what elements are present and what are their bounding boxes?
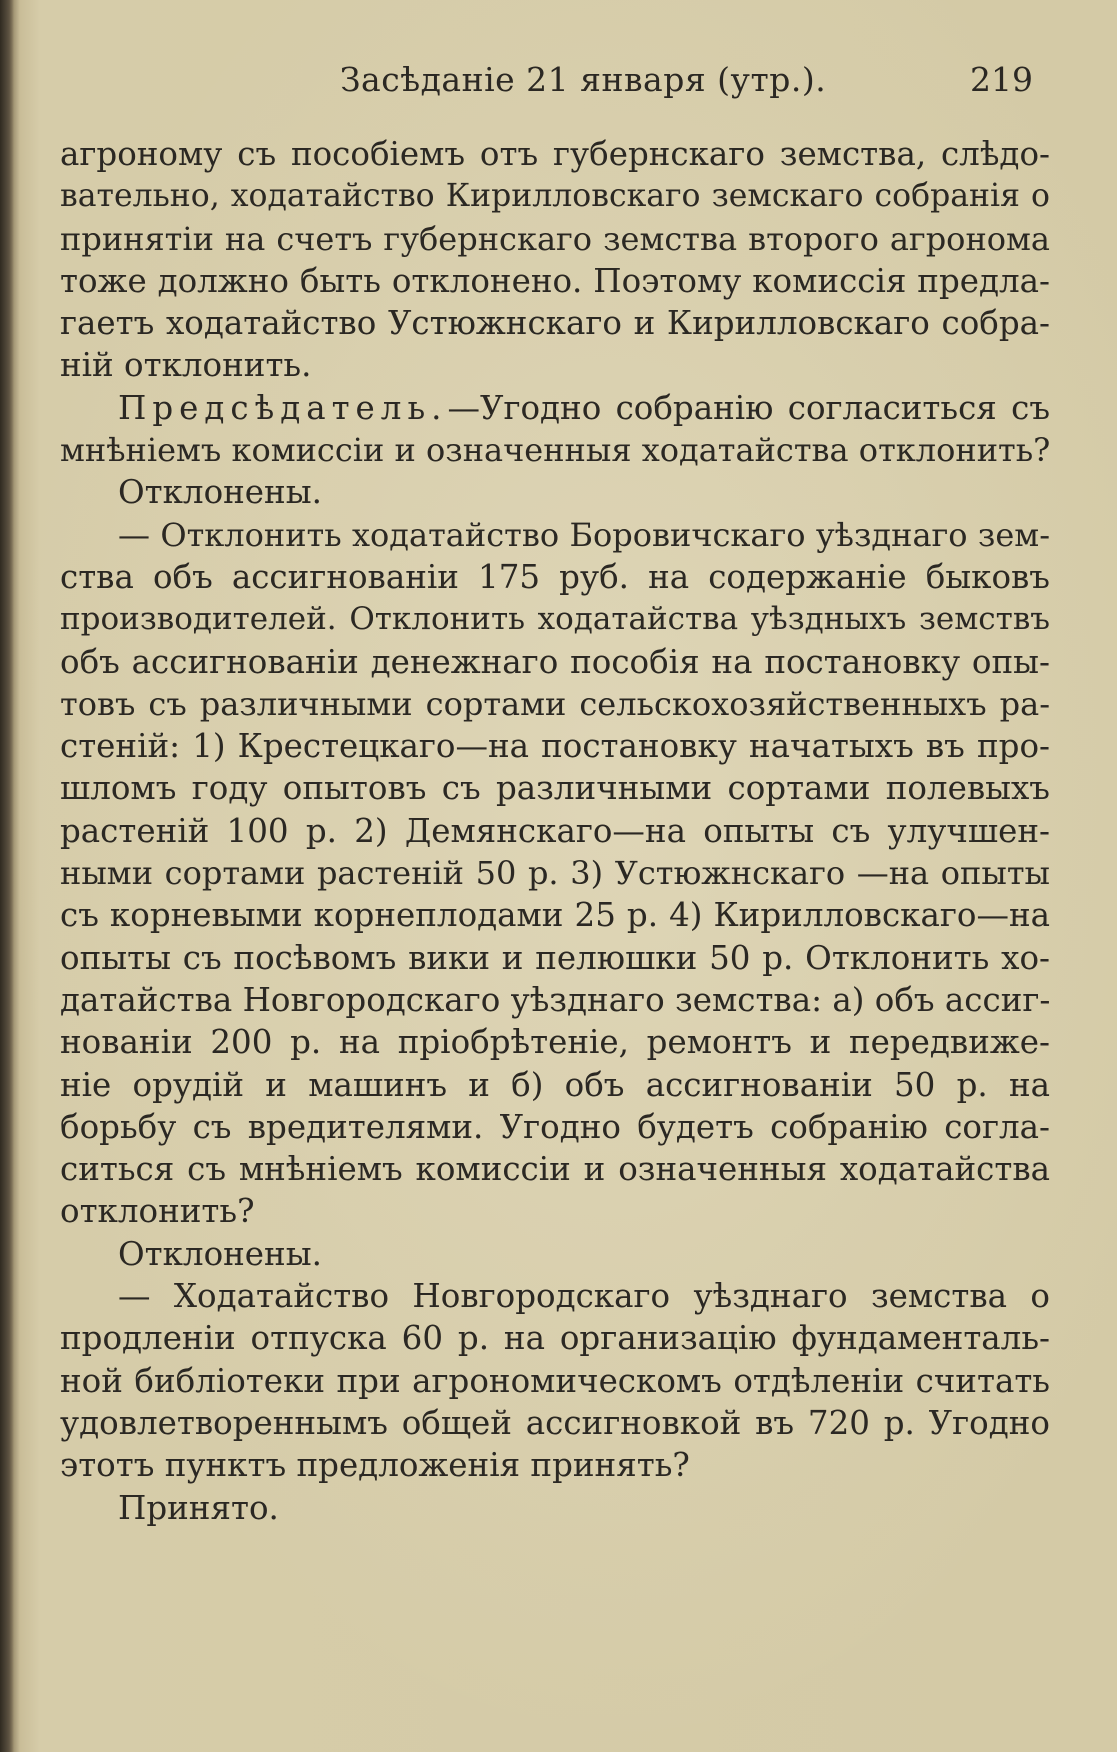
result-line: Принято. — [118, 1488, 279, 1527]
text-line: ситься съ мнѣніемъ комиссіи и означенныя ходатайства — [60, 1150, 1050, 1189]
text-line: стеній: 1) Крестецкаго—на постановку начатыхъ въ про- — [60, 727, 1050, 766]
text-line: товъ съ различными сортами сельскохозяйственныхъ ра- — [60, 684, 1050, 723]
text-line: опыты съ посѣвомъ вики и пелюшки 50 р. Отклонить хо- — [60, 938, 1050, 977]
text-line: ніе орудій и машинъ и б) объ ассигнованіи 50 р. на — [60, 1065, 1050, 1104]
page-number: 219 — [970, 60, 1033, 99]
text-line: — Ходатайство Новгородскаго уѣзднаго земства о — [118, 1277, 1050, 1316]
text-line: ній отклонить. — [60, 346, 312, 385]
text-line: принятіи на счетъ губернскаго земства второго агронома — [60, 219, 1050, 258]
result-line: Отклонены. — [118, 473, 322, 512]
text-line: гаетъ ходатайство Устюжнскаго и Кирилловскаго собра- — [60, 304, 1050, 343]
chairman-speech-start: —Угодно собранію согласиться съ — [447, 388, 1050, 427]
result-line: Отклонены. — [118, 1234, 322, 1273]
text-line: ными сортами растеній 50 р. 3) Устюжнскаго —на опыты — [60, 854, 1050, 893]
body-text — [60, 133, 1050, 1529]
chairman-line — [60, 387, 1050, 429]
text-line: этотъ пунктъ предложенія принять? — [60, 1446, 690, 1485]
text-line: борьбу съ вредителями. Угодно будетъ собранію согла- — [60, 1107, 1050, 1146]
text-line: ства объ ассигнованіи 175 руб. на содержаніе быковъ — [60, 557, 1050, 596]
chairman-speech-continued: мнѣніемъ комиссіи и означенныя ходатайства отклонить? — [60, 431, 1051, 470]
text-line: продленіи отпуска 60 р. на организацію фундаменталь- — [60, 1319, 1050, 1358]
book-binding-edge — [0, 0, 14, 1752]
text-line: шломъ году опытовъ съ различными сортами полевыхъ — [60, 769, 1050, 808]
speaker-name: Предсѣдатель. — [118, 388, 448, 427]
text-line: вательно, ходатайство Кирилловскаго земскаго собранія о — [60, 178, 1050, 215]
text-line: удовлетвореннымъ общей ассигновкой въ 720 р. Угодно — [60, 1403, 1050, 1442]
text-line: нованіи 200 р. на пріобрѣтеніе, ремонтъ и передвиже- — [60, 1023, 1050, 1062]
text-line: объ ассигнованіи денежнаго пособія на постановку опы- — [60, 642, 1050, 681]
text-line: растеній 100 р. 2) Демянскаго—на опыты съ улучшен- — [60, 811, 1050, 850]
text-line: тоже должно быть отклонено. Поэтому комиссія предла- — [60, 261, 1050, 300]
running-header — [0, 52, 1117, 102]
text-line: датайства Новгородскаго уѣзднаго земства: а) объ ассиг- — [60, 980, 1051, 1019]
text-line: — Отклонить ходатайство Боровичскаго уѣзднаго зем- — [118, 515, 1050, 554]
text-line: съ корневыми корнеплодами 25 р. 4) Кирилловскаго—на — [60, 896, 1050, 935]
header-title: Засѣданіе 21 января (утр.). — [340, 60, 827, 99]
text-line: ной библіотеки при агрономическомъ отдѣленіи считать — [60, 1361, 1050, 1400]
text-line: производителей. Отклонить ходатайства уѣздныхъ земствъ — [60, 601, 1050, 638]
text-line: агроному съ пособіемъ отъ губернскаго земства, слѣдо- — [60, 135, 1050, 173]
text-line: отклонить? — [60, 1192, 255, 1231]
